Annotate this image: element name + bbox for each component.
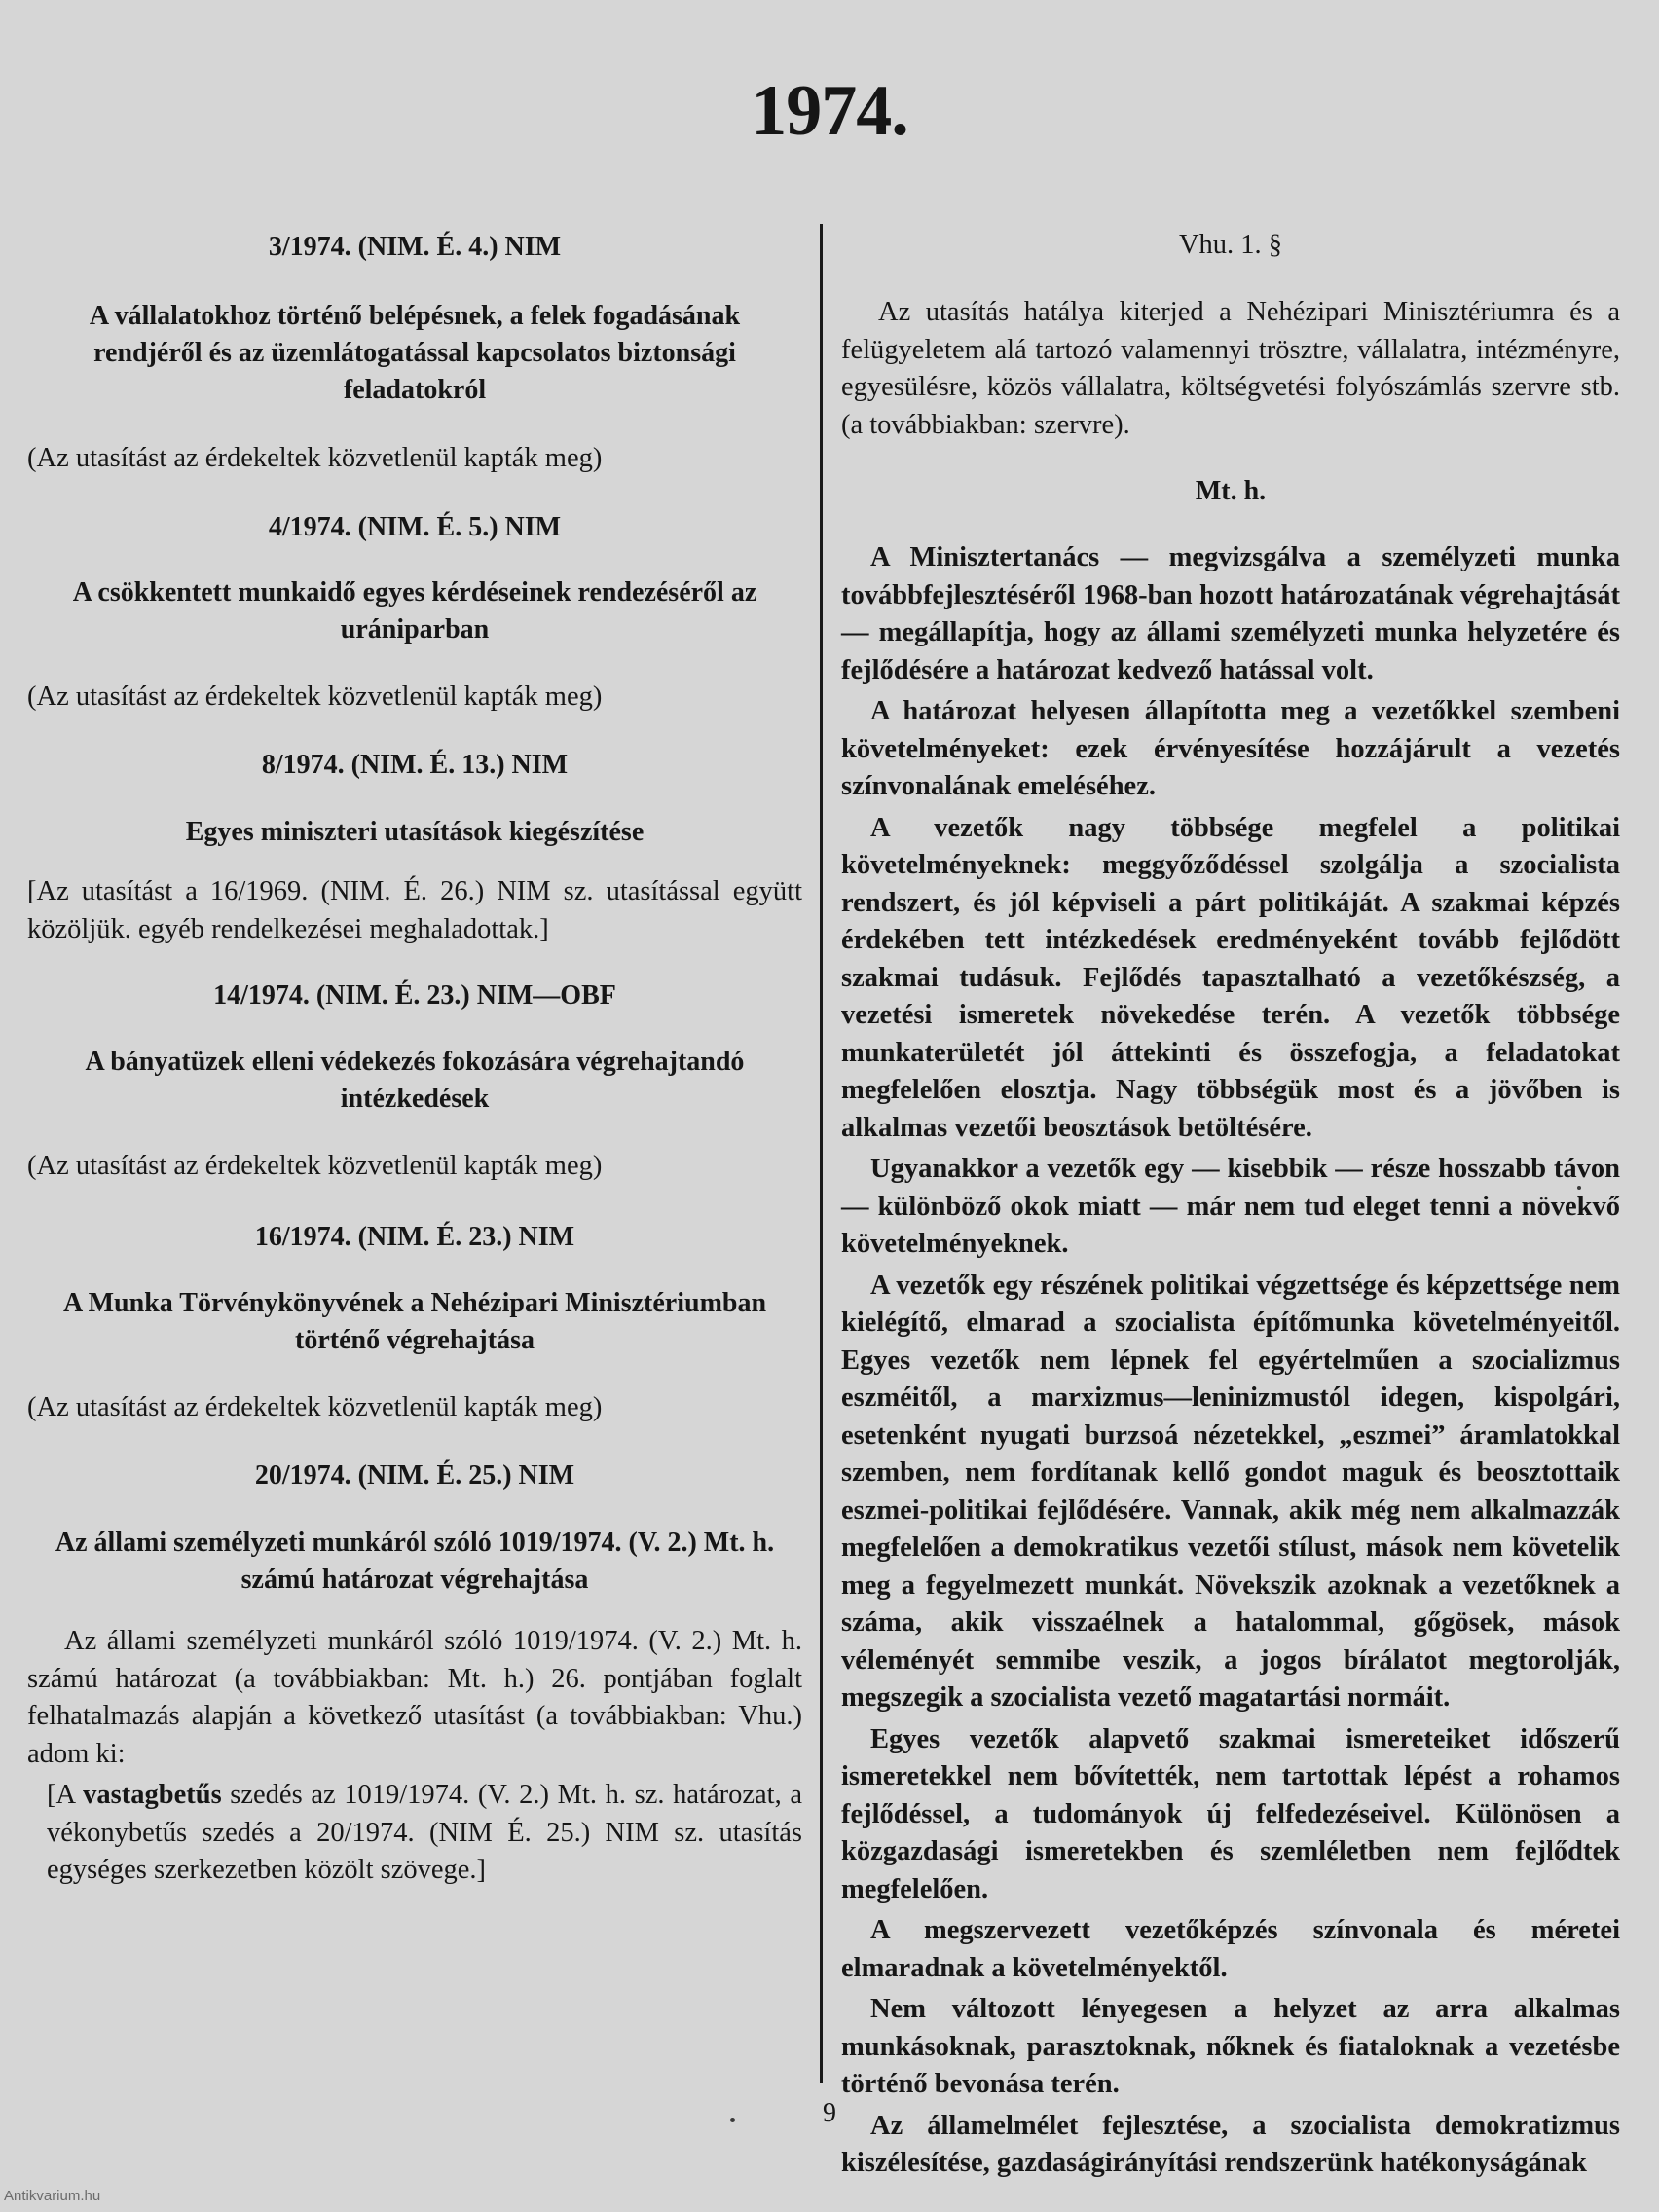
section-title: A bányatüzek elleni védekezés fokozására végrehajtandó intézkedések	[85, 1047, 745, 1114]
mth-body	[841, 539, 1620, 2183]
vhu-paragraph: Az utasítás hatálya kiterjed a Nehézipari Minisztériumra és a felügyeletem alá tartozó valamennyi trösztre, vállalatra, intézményre, egyesülésre, közös vállalatra, költségvetési folyószámlás szervre stb. (a továbbiakban: szervre).	[841, 297, 1620, 440]
bracket-start: [A	[47, 1780, 84, 1810]
ink-speck	[730, 2118, 735, 2122]
section-note: (Az utasítást az érdekeltek közvetlenül kapták meg)	[27, 682, 603, 712]
page-number: 9	[823, 2098, 836, 2128]
section-paragraph: Az állami személyzeti munkáról szóló 1019/1974. (V. 2.) Mt. h. számú határozat (a továbbiakban: Mt. h.) 26. pontjában foglalt felhatalmazás alapján a következő utasítást (a továbbiakban: Vhu.) adom ki:	[27, 1626, 802, 1769]
section-3-1974	[27, 229, 802, 477]
watermark: Antikvarium.hu	[4, 2188, 101, 2204]
section-number: 3/1974. (NIM. É. 4.) NIM	[268, 232, 562, 262]
mth-paragraph: Nem változott lényegesen a helyzet az arra alkalmas munkásoknak, parasztoknak, nőknek és fiataloknak a vezetésbe történő bevonása terén.	[841, 1994, 1620, 2099]
section-14-1974	[27, 977, 802, 1185]
section-number: 16/1974. (NIM. É. 23.) NIM	[254, 1222, 575, 1252]
page-title: 1974.	[751, 71, 908, 151]
vhu-heading: Vhu. 1. §	[1178, 230, 1283, 260]
mth-paragraph: A megszervezett vezetőképzés színvonala és méretei elmaradnak a követelményektől.	[841, 1915, 1620, 1983]
section-16-1974	[27, 1219, 802, 1426]
section-note: (Az utasítást az érdekeltek közvetlenül kapták meg)	[27, 1392, 603, 1422]
right-column	[841, 224, 1620, 2183]
mth-paragraph: Az államelmélet fejlesztése, a szocialista demokratizmus kiszélesítése, gazdaságirányítási rendszerünk hatékonyságának	[841, 2110, 1620, 2178]
bracket-rest: szedés az 1019/1974. (V. 2.) Mt. h. sz. határozat, a vékonybetűs szedés a 20/1974. (NIM É. 25.) NIM sz. utasítás egységes szerkezetben közölt szövege.]	[47, 1780, 802, 1885]
section-8-1974	[27, 747, 802, 948]
column-divider	[820, 224, 823, 2083]
section-note: (Az utasítást az érdekeltek közvetlenül kapták meg)	[27, 1151, 603, 1181]
section-number: 20/1974. (NIM. É. 25.) NIM	[254, 1460, 575, 1491]
mth-paragraph: A vezetők nagy többsége megfelel a politikai követelményeknek: meggyőződéssel szolgálja a szocialista rendszert, és jól képviseli a párt politikáját. A szakmai képzés érdekében tett intézkedések eredményeként tovább fejlődött szakmai tudásuk. Fejlődés tapasztalható a vezetőkészség, a vezetési ismeretek növekedése terén. A vezetők többsége munkaterületét jól áttekinti és összefogja, a feladatokat megfelelően elosztja. Nagy többségük most és a jövőben is alkalmas vezetői beosztások betöltésére.	[841, 812, 1620, 1143]
mth-paragraph: Ugyanakkor a vezetők egy — kisebbik — része hosszabb távon — különböző okok miatt — már nem tud eleget tenni a növekvő követelményeknek.	[841, 1154, 1620, 1259]
section-title: A csökkentett munkaidő egyes kérdéseinek rendezéséről az urániparban	[72, 577, 757, 645]
section-title: Egyes miniszteri utasítások kiegészítése	[185, 817, 645, 847]
ink-speck	[1577, 1186, 1581, 1190]
section-title: A vállalatokhoz történő belépésnek, a felek fogadásának rendjéről és az üzemlátogatással kapcsolatos biztonsági feladatokról	[89, 301, 741, 405]
section-number: 8/1974. (NIM. É. 13.) NIM	[261, 750, 569, 780]
mth-paragraph: A vezetők egy részének politikai végzettsége és képzettsége nem kielégítő, elmarad a szocialista építőmunka követelményeitől. Egyes vezetők nem lépnek fel egyértelműen a szocializmus eszméitől, a marxizmus—leninizmustól idegen, kispolgári, esetenként nyugati burzsoá nézetekkel, „eszmei” áramlatokkal szemben, nem fordítanak kellő gondot maguk és beosztottaik eszmei-politikai fejlődésére. Vannak, akik még nem alkalmazzák megfelelően a demokratikus vezetői stílust, mások nem követelik meg a fegyelmezett munkát. Növekszik azoknak a vezetőknek a száma, akik visszaélnek a hatalommal, gőgösek, mások véleményét semmibe veszik, a jogos bírálatot megtorolják, megszegik a szocialista vezető magatartási normáit.	[841, 1270, 1620, 1713]
bracket-bold: vastagbetűs	[83, 1780, 222, 1810]
mth-paragraph: Egyes vezetők alapvető szakmai ismereteiket időszerű ismeretekkel nem bővítették, nem tartottak lépést a rohamos fejlődéssel, a tudományok új felfedezéseivel. Különösen a közgazdasági ismeretekben és szemléletben nem fejlődtek megfelelően.	[841, 1723, 1620, 1904]
mth-paragraph: A határozat helyesen állapította meg a vezetőkkel szembeni követelményeket: ezek érvényesítése hozzájárult a vezetés színvonalának emeléséhez.	[841, 696, 1620, 801]
section-number: 4/1974. (NIM. É. 5.) NIM	[268, 512, 562, 542]
section-note: (Az utasítást az érdekeltek közvetlenül kapták meg)	[27, 443, 603, 473]
section-title: A Munka Törvénykönyvének a Nehézipari Minisztériumban történő végrehajtása	[62, 1288, 767, 1355]
left-column	[27, 229, 802, 1890]
mth-heading: Mt. h.	[1195, 476, 1267, 506]
section-number: 14/1974. (NIM. É. 23.) NIM—OBF	[213, 980, 616, 1011]
mth-paragraph: A Minisztertanács — megvizsgálva a személyzeti munka továbbfejlesztéséről 1968-ban hozott határozatának végrehajtását — megállapítja, hogy az állami személyzeti munka helyzetére és fejlődésére a határozat kedvező hatással volt.	[841, 542, 1620, 685]
section-title: Az állami személyzeti munkáról szóló 1019/1974. (V. 2.) Mt. h. számú határozat végrehajtása	[55, 1528, 775, 1595]
section-note: [Az utasítást a 16/1969. (NIM. É. 26.) NIM sz. utasítással együtt közöljük. egyéb rendelkezései meghaladottak.]	[27, 876, 802, 944]
section-20-1974	[27, 1457, 802, 1890]
bracket-note	[27, 1777, 802, 1890]
section-4-1974	[27, 509, 802, 716]
